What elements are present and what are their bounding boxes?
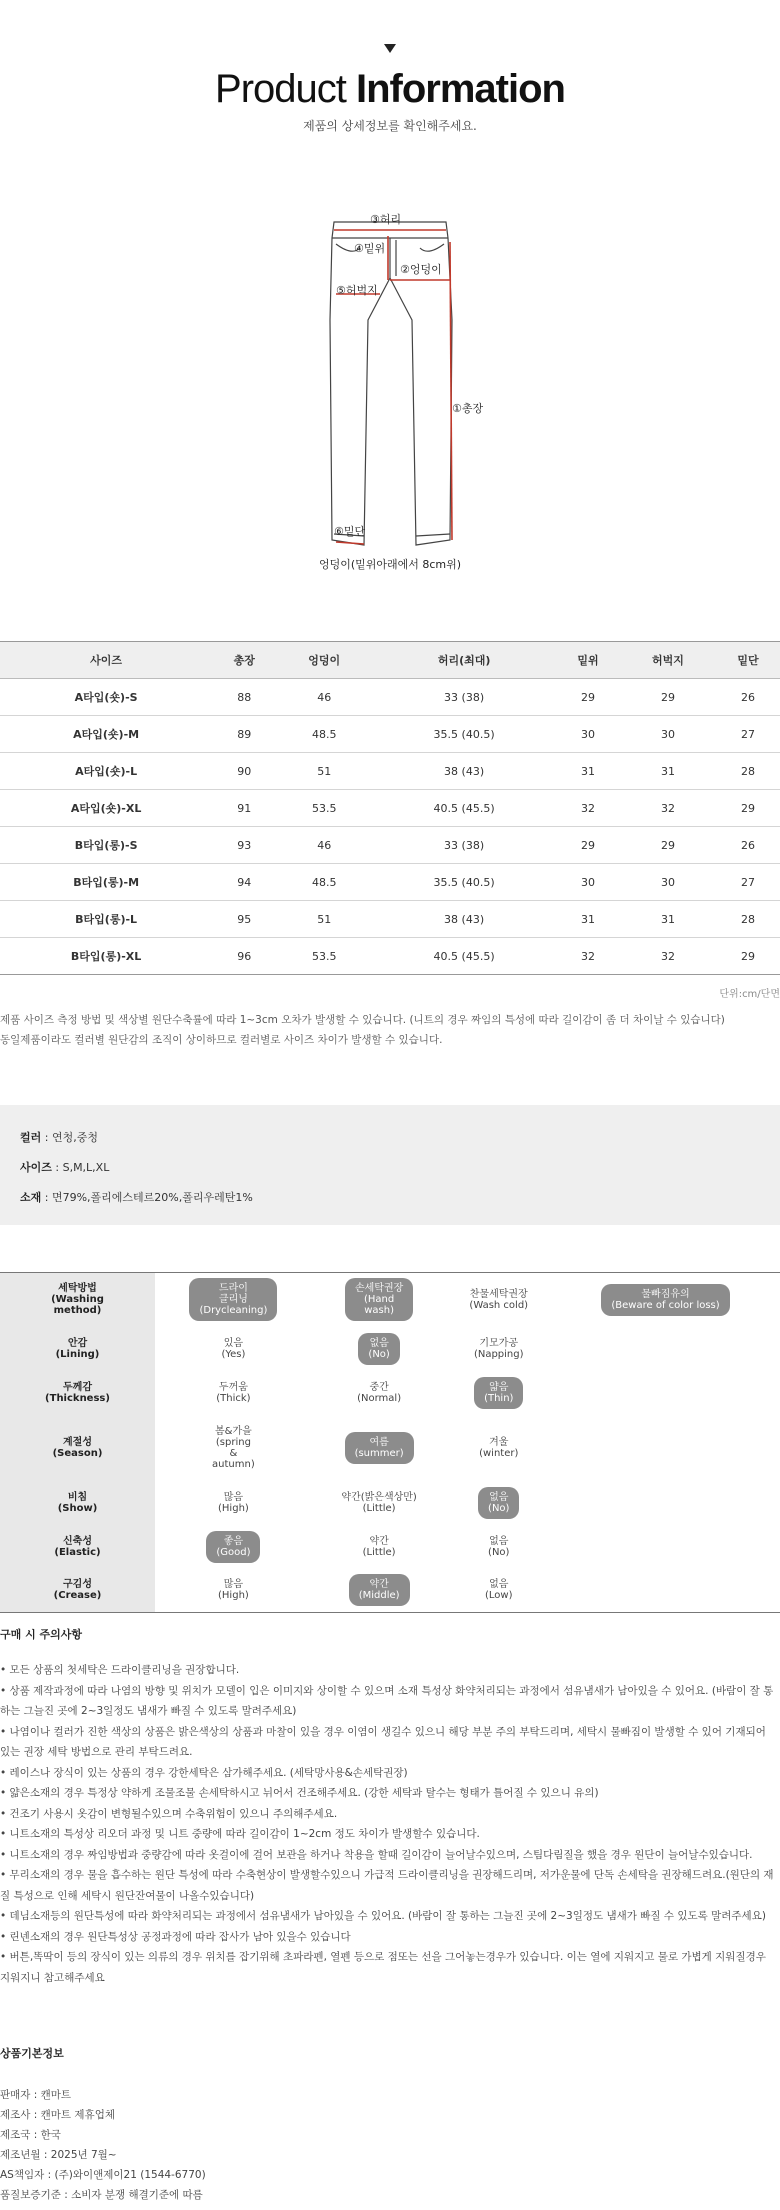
- size-cell: 29: [556, 827, 620, 864]
- care-row: [0, 1327, 780, 1371]
- size-cell: 96: [212, 938, 276, 975]
- size-cell: 38 (43): [372, 753, 556, 790]
- care-option: [551, 1415, 780, 1481]
- caution-line: 있는 권장 세탁 방법으로 관리 부탁드려요.: [0, 1746, 193, 1758]
- caution-line: • 린넨소재의 경우 원단특성상 공정과정에 따라 잡사가 남아 있을수 있습니다: [0, 1930, 351, 1943]
- size-cell: 91: [212, 790, 276, 827]
- size-cell: 53.5: [276, 790, 372, 827]
- size-cell: 31: [620, 753, 716, 790]
- care-option-selected: 여름 (summer): [345, 1432, 414, 1464]
- care-option: 기모가공 (Napping): [473, 1337, 524, 1360]
- size-row-label: A타입(숏)-XL: [0, 790, 212, 827]
- basic-info-line: 제조사 : 캔마트 제휴업체: [0, 2109, 115, 2121]
- caution-line: • 레이스나 장식이 있는 상품의 경우 강한세탁은 삼가해주세요. (세탁망사용&손세탁권장): [0, 1766, 408, 1779]
- caution-line: • 모든 상품의 첫세탁은 드라이클리닝을 권장합니다.: [0, 1664, 240, 1676]
- care-option: [551, 1327, 780, 1371]
- care-table: [0, 1272, 780, 1613]
- care-row: [0, 1525, 780, 1569]
- product-info-header: [0, 44, 780, 134]
- note-line: 동일제품이라도 컬러별 원단감의 조직이 상이하므로 컬러별로 사이즈 차이가 발생할 수 있습니다.: [0, 1034, 443, 1046]
- care-option: [551, 1525, 780, 1569]
- care-row: [0, 1481, 780, 1525]
- size-cell: 51: [276, 901, 372, 938]
- care-option-selected: 좋음 (Good): [206, 1531, 260, 1563]
- caution-line: 질 특성으로 인해 세탁시 원단잔여물이 나올수있습니다): [0, 1889, 255, 1902]
- diagram-caption: 엉덩이(밑위아래에서 8cm위): [318, 558, 462, 571]
- size-row-label: B타입(롱)-XL: [0, 938, 212, 975]
- size-cell: 31: [556, 901, 620, 938]
- spec-material-label: 소재: [20, 1191, 42, 1204]
- header-length: 총장: [212, 642, 276, 679]
- caution-line: • 무리소재의 경우 물을 흡수하는 원단 특성에 따라 수축현상이 발생할수있으니 가급적 드라이클리닝을 권장해드리며, 저가운물에 단독 손세탁을 권장해드려요.(원단의 재: [0, 1869, 774, 1881]
- caution-line: • 니트소재의 특성상 리오더 과정 및 니트 중량에 따라 길이감이 1~2cm 정도 차이가 발생할수 있습니다.: [0, 1828, 480, 1840]
- size-row-label: A타입(숏)-S: [0, 679, 212, 716]
- care-option-selected: 물빠짐유의 (Beware of color loss): [601, 1284, 729, 1316]
- size-row-label: B타입(롱)-L: [0, 901, 212, 938]
- spec-size-label: 사이즈: [20, 1161, 52, 1174]
- spec-material: [20, 1183, 780, 1213]
- spec-size-value: : S,M,L,XL: [51, 1161, 110, 1174]
- size-cell: 93: [212, 827, 276, 864]
- note-line: 제품 사이즈 측정 방법 및 색상별 원단수축률에 따라 1~3cm 오차가 발생할 수 있습니다. (니트의 경우 짜임의 특성에 따라 길이감이 좀 더 차이날 수 있습니다): [0, 1014, 725, 1026]
- size-cell: 32: [556, 938, 620, 975]
- care-option: [551, 1569, 780, 1613]
- size-cell: 32: [556, 790, 620, 827]
- header-thigh: 허벅지: [620, 642, 716, 679]
- care-option: [155, 1525, 312, 1569]
- caution-line: • 버튼,똑딱이 등의 장식이 있는 의류의 경우 위치를 잡기위해 초파라펜, 열펜 등으로 점또는 선을 그어놓는경우가 있습니다. 이는 열에 지워지고 물로 가볍게 지워질경우: [0, 1951, 766, 1963]
- title-light: Product: [215, 67, 346, 111]
- waist-label: ③허리: [370, 213, 402, 226]
- size-cell: 32: [620, 790, 716, 827]
- title-bold: Information: [356, 67, 565, 111]
- thigh-label: ⑤허벅지: [336, 284, 378, 297]
- size-cell: 30: [556, 864, 620, 901]
- care-option: [312, 1327, 447, 1371]
- care-option: 약간(밝은색상만) (Little): [341, 1491, 417, 1514]
- basic-product-info: [0, 2045, 206, 2205]
- care-option: 없음 (Low): [485, 1579, 513, 1602]
- size-table: [0, 641, 780, 975]
- size-cell: 31: [556, 753, 620, 790]
- size-table-row: [0, 938, 780, 975]
- header-rise: 밑위: [556, 642, 620, 679]
- page-title: [0, 67, 780, 111]
- basic-info-line: 제조년월 : 2025년 7월~: [0, 2149, 117, 2161]
- cautions-list: [0, 1660, 780, 1988]
- size-cell: 48.5: [276, 864, 372, 901]
- care-option: [312, 1273, 447, 1327]
- size-cell: 95: [212, 901, 276, 938]
- care-row: [0, 1569, 780, 1613]
- care-option: [551, 1371, 780, 1415]
- size-cell: 29: [556, 679, 620, 716]
- length-label: ①총장: [452, 402, 484, 415]
- care-option: 두꺼움 (Thick): [216, 1381, 251, 1404]
- care-option-selected: 약간 (Middle): [349, 1574, 410, 1606]
- size-cell: 30: [556, 716, 620, 753]
- header-waist: 허리(최대): [372, 642, 556, 679]
- care-row-head: 세탁방법 (Washing method): [0, 1273, 155, 1327]
- size-cell: 40.5 (45.5): [372, 790, 556, 827]
- size-table-row: [0, 790, 780, 827]
- unit-label: 단위:cm/단면: [719, 989, 780, 1000]
- size-cell: 29: [716, 790, 780, 827]
- size-table-row: [0, 827, 780, 864]
- spec-color-label: 컬러: [20, 1131, 42, 1144]
- care-option: 없음 (No): [488, 1535, 510, 1558]
- page-subtitle: 제품의 상세정보를 확인해주세요.: [303, 119, 477, 133]
- care-option: 약간 (Little): [362, 1535, 396, 1558]
- caution-line: • 데님소재등의 원단특성에 따라 화약처리되는 과정에서 섬유냄새가 남아있을 수 있어요. (바람이 잘 통하는 그늘진 곳에 2~3일정도 냄새가 빠질 수 있도록 말려주세요): [0, 1910, 766, 1922]
- size-cell: 28: [716, 753, 780, 790]
- care-option-selected: 없음 (No): [358, 1333, 399, 1365]
- caution-line: 지워지니 참고해주세요: [0, 1971, 105, 1984]
- size-cell: 48.5: [276, 716, 372, 753]
- size-cell: 33 (38): [372, 827, 556, 864]
- size-cell: 29: [620, 827, 716, 864]
- care-option-selected: 드라이 클리닝 (Drycleaning): [189, 1278, 277, 1321]
- size-cell: 26: [716, 827, 780, 864]
- size-cell: 29: [716, 938, 780, 975]
- size-cell: 40.5 (45.5): [372, 938, 556, 975]
- size-cell: 46: [276, 679, 372, 716]
- basic-info-line: 판매자 : 캔마트: [0, 2089, 72, 2101]
- care-option: 찬물세탁권장 (Wash cold): [469, 1288, 529, 1311]
- size-cell: 29: [620, 679, 716, 716]
- size-cell: 30: [620, 716, 716, 753]
- size-notes: [0, 1010, 725, 1050]
- care-option: 많음 (High): [218, 1491, 249, 1514]
- header-hem: 밑단: [716, 642, 780, 679]
- care-option: 중간 (Normal): [357, 1381, 402, 1404]
- size-row-label: B타입(롱)-S: [0, 827, 212, 864]
- caution-line: • 건조기 사용시 옷감이 변형될수있으며 수축위험이 있으니 주의해주세요.: [0, 1807, 338, 1820]
- spec-color-value: : 연청,중청: [41, 1131, 98, 1144]
- pants-outline-icon: [300, 200, 500, 560]
- care-row: [0, 1273, 780, 1327]
- size-cell: 53.5: [276, 938, 372, 975]
- care-option: 겨울 (winter): [479, 1436, 519, 1459]
- basic-info-title: 상품기본정보: [0, 2047, 64, 2060]
- size-table-row: [0, 753, 780, 790]
- basic-info-line: AS책임자 : (주)와이앤제이21 (1544-6770): [0, 2169, 206, 2181]
- care-row-head: 안감 (Lining): [0, 1327, 155, 1371]
- care-row: [0, 1415, 780, 1481]
- size-cell: 94: [212, 864, 276, 901]
- size-cell: 26: [716, 679, 780, 716]
- care-option: [312, 1569, 447, 1613]
- pants-measurement-diagram: [300, 200, 500, 580]
- size-cell: 30: [620, 864, 716, 901]
- header-size: 사이즈: [0, 642, 212, 679]
- care-option: [312, 1415, 447, 1481]
- size-cell: 32: [620, 938, 716, 975]
- size-row-label: B타입(롱)-M: [0, 864, 212, 901]
- size-row-label: A타입(숏)-L: [0, 753, 212, 790]
- size-cell: 46: [276, 827, 372, 864]
- care-option: [446, 1371, 551, 1415]
- size-cell: 88: [212, 679, 276, 716]
- caution-line: • 니트소재의 경우 짜임방법과 중량감에 따라 옷걸이에 걸어 보관을 하거나 착용을 할때 길이감이 늘어날수있으며, 스팀다림질을 했을 경우 원단이 늘어날수있습니다.: [0, 1848, 753, 1861]
- caution-line: • 상품 제작과정에 따라 나염의 방향 및 위치가 모델이 입은 이미지와 상이할 수 있으며 소재 특성상 화약처리되는 과정에서 섬유냄새가 남아있을 수 있어요. (바람이 잘 통: [0, 1684, 774, 1697]
- size-row-label: A타입(숏)-M: [0, 716, 212, 753]
- size-table-row: [0, 716, 780, 753]
- size-cell: 33 (38): [372, 679, 556, 716]
- care-option: 많음 (High): [218, 1579, 249, 1602]
- care-option-selected: 얇음 (Thin): [474, 1377, 523, 1409]
- spec-size: [20, 1153, 780, 1183]
- size-cell: 90: [212, 753, 276, 790]
- size-table-row: [0, 679, 780, 716]
- caution-line: • 나염이나 컬러가 진한 색상의 상품은 밝은색상의 상품과 마찰이 있을 경우 이염이 생길수 있으니 해당 부분 주의 부탁드리며, 세탁시 물빠짐이 발생할 수 있어 기재되어: [0, 1725, 766, 1738]
- header-hip: 엉덩이: [276, 642, 372, 679]
- care-row-head: 구김성 (Crease): [0, 1569, 155, 1613]
- care-row-head: 신축성 (Elastic): [0, 1525, 155, 1569]
- size-cell: 35.5 (40.5): [372, 864, 556, 901]
- front-rise-label: ④밑위: [354, 242, 386, 255]
- care-option-selected: 손세탁권장 (Hand wash): [345, 1278, 413, 1321]
- size-table-row: [0, 864, 780, 901]
- care-option-selected: 없음 (No): [478, 1487, 519, 1519]
- care-option: [551, 1481, 780, 1525]
- care-row: [0, 1371, 780, 1415]
- caution-line: 하는 그늘진 곳에 2~3일정도 냄새가 빠질 수 있도록 말려주세요): [0, 1705, 297, 1717]
- spec-box: [0, 1105, 780, 1225]
- basic-info-line: 제조국 : 한국: [0, 2129, 61, 2141]
- care-option: 있음 (Yes): [221, 1337, 246, 1360]
- size-cell: 38 (43): [372, 901, 556, 938]
- care-row-head: 두께감 (Thickness): [0, 1371, 155, 1415]
- size-table-row: [0, 901, 780, 938]
- size-cell: 31: [620, 901, 716, 938]
- care-row-head: 계절성 (Season): [0, 1415, 155, 1481]
- size-cell: 28: [716, 901, 780, 938]
- size-cell: 27: [716, 716, 780, 753]
- care-option: [155, 1273, 312, 1327]
- hem-label: ⑥밑단: [334, 525, 366, 538]
- hip-label: ②엉덩이: [400, 263, 442, 276]
- purchase-cautions: [0, 1626, 780, 1988]
- cautions-title: 구매 시 주의사항: [0, 1628, 83, 1641]
- size-cell: 35.5 (40.5): [372, 716, 556, 753]
- care-option: [446, 1481, 551, 1525]
- size-cell: 89: [212, 716, 276, 753]
- triangle-down-icon: [384, 44, 396, 53]
- care-option: [551, 1273, 780, 1327]
- size-table-header-row: [0, 642, 780, 679]
- size-cell: 51: [276, 753, 372, 790]
- caution-line: • 얇은소재의 경우 특정상 약하게 조물조물 손세탁하시고 뉘어서 건조해주세요. (강한 세탁과 탈수는 형태가 틀어질 수 있으니 유의): [0, 1787, 599, 1799]
- basic-info-line: 품질보증기준 : 소비자 분쟁 해결기준에 따름: [0, 2189, 203, 2201]
- care-option: 봄&가을 (spring & autumn): [212, 1425, 255, 1470]
- spec-material-value: : 면79%,폴리에스테르20%,폴리우레탄1%: [41, 1191, 253, 1204]
- care-row-head: 비침 (Show): [0, 1481, 155, 1525]
- basic-info-list: [0, 2085, 206, 2205]
- size-cell: 27: [716, 864, 780, 901]
- spec-color: [20, 1123, 780, 1153]
